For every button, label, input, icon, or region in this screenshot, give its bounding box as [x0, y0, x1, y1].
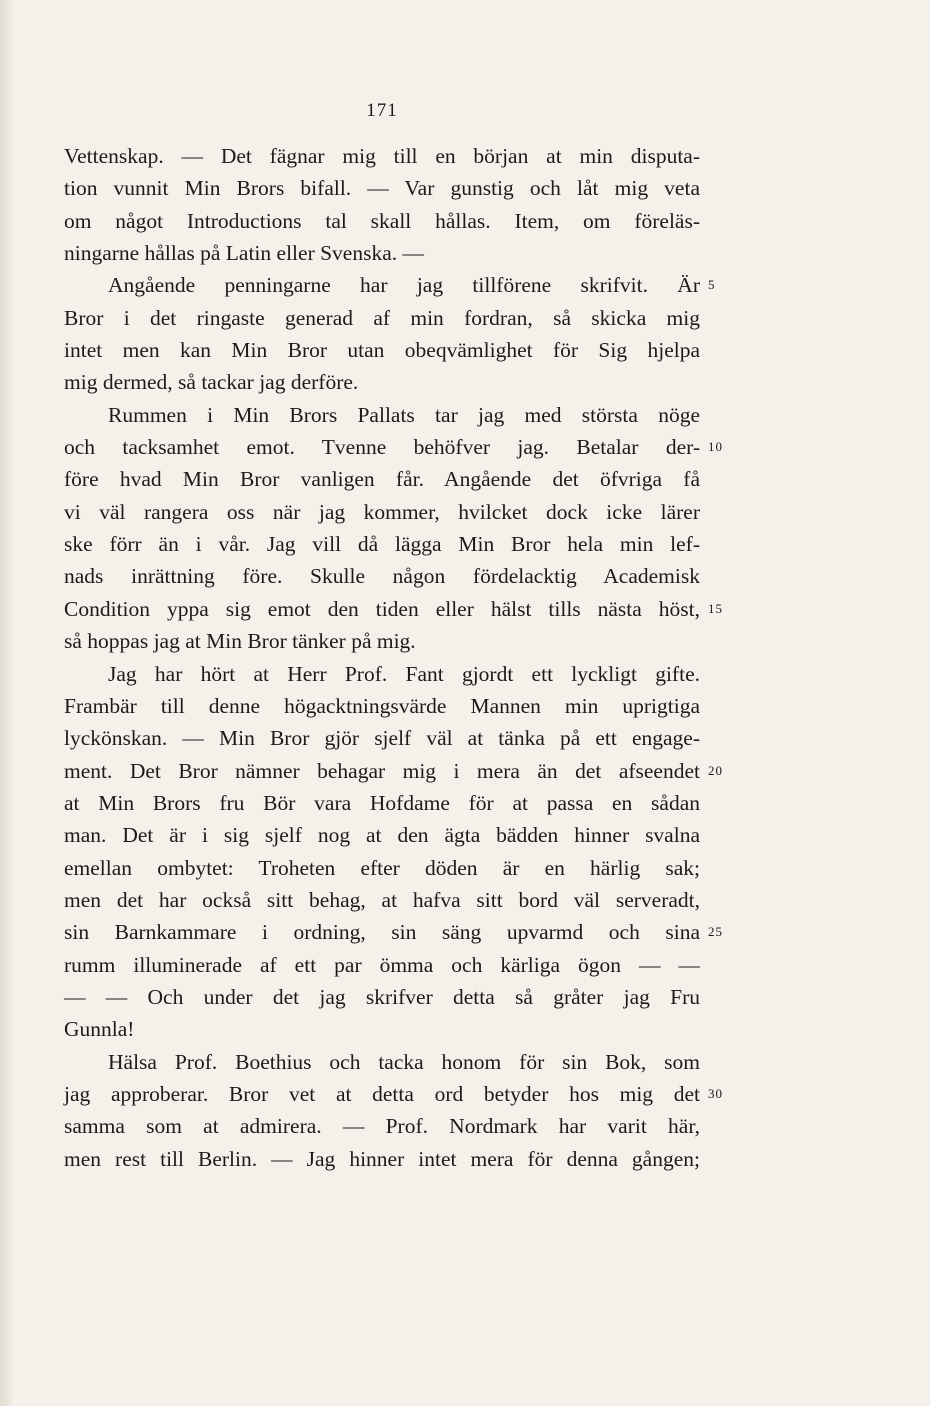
text-line-content: — — Och under det jag skrifver detta så gråter jag Fru — [64, 984, 700, 1009]
text-line — [64, 172, 700, 204]
text-line-content: sin Barnkammare i ordning, sin säng upvarmd och sina — [64, 920, 700, 945]
text-line — [64, 819, 700, 851]
text-line-content: men det har också sitt behag, at hafva sitt bord väl serveradt, — [64, 887, 700, 912]
text-line — [64, 496, 700, 528]
text-line — [64, 269, 716, 301]
text-line — [64, 755, 723, 787]
line-number: 25 — [708, 924, 723, 940]
page-number: 171 — [366, 100, 398, 121]
text-line — [64, 787, 700, 819]
text-line — [64, 690, 700, 722]
line-number: 10 — [708, 439, 723, 455]
text-line — [64, 1046, 700, 1078]
text-line-content: Gunnla! — [64, 1017, 135, 1042]
text-line-content: mig dermed, så tackar jag derföre. — [64, 370, 359, 395]
text-line-content: intet men kan Min Bror utan obeqvämlighet för Sig hjelpa — [64, 338, 700, 363]
text-line — [64, 463, 700, 495]
text-line-content: rumm illuminerade af ett par ömma och kärliga ögon — — — [64, 952, 700, 977]
text-line — [64, 852, 700, 884]
text-line-content: Rummen i Min Brors Pallats tar jag med största nöge — [108, 402, 700, 427]
text-line-content: men rest till Berlin. — Jag hinner intet mera för denna gången; — [64, 1146, 700, 1171]
text-line — [64, 140, 700, 172]
text-line — [64, 334, 700, 366]
text-line-content: Frambär till denne högacktningsvärde Mannen min uprigtiga — [64, 693, 700, 718]
text-line-content: man. Det är i sig sjelf nog at den ägta bädden hinner svalna — [64, 823, 700, 848]
text-line-content: Vettenskap. — Det fägnar mig till en början at min disputa- — [64, 144, 700, 168]
text-line-content: jag approberar. Bror vet at detta ord betyder hos mig det — [64, 1081, 700, 1106]
text-line-content: nads inrättning före. Skulle någon fördelacktig Academisk — [64, 564, 700, 589]
text-line — [64, 625, 700, 657]
text-line — [64, 1078, 723, 1110]
text-line — [64, 528, 700, 560]
line-number: 20 — [708, 762, 723, 778]
text-line — [64, 431, 723, 463]
text-line — [64, 1013, 700, 1045]
text-line-content: samma som at admirera. — Prof. Nordmark har varit här, — [64, 1114, 700, 1139]
text-line — [64, 884, 700, 916]
text-line-content: ske förr än i vår. Jag vill då lägga Min Bror hela min lef- — [64, 532, 700, 557]
text-line — [64, 366, 700, 398]
text-line — [64, 399, 700, 431]
text-line — [64, 1143, 700, 1175]
text-block — [64, 140, 723, 1175]
text-line-content: at Min Brors fru Bör vara Hofdame för at passa en sådan — [64, 790, 700, 815]
text-line — [64, 302, 700, 334]
text-line-content: ningarne hållas på Latin eller Svenska. — — [64, 241, 425, 266]
text-line — [64, 722, 700, 754]
text-line-content: ment. Det Bror nämner behagar mig i mera än det afseendet — [64, 758, 700, 783]
text-line-content: Jag har hört at Herr Prof. Fant gjordt ett lyckligt gifte. — [108, 661, 700, 686]
text-line-content: vi väl rangera oss när jag kommer, hvilcket dock icke lärer — [64, 499, 700, 524]
text-line — [64, 658, 700, 690]
text-line-content: Hälsa Prof. Boethius och tacka honom för sin Bok, som — [108, 1049, 700, 1074]
text-line-content: och tacksamhet emot. Tvenne behöfver jag. Betalar der- — [64, 435, 700, 460]
text-line-content: tion vunnit Min Brors bifall. — Var gunstig och låt mig veta — [64, 176, 700, 201]
text-line-content: lyckönskan. — Min Bror gjör sjelf väl at tänka på ett engage- — [64, 726, 700, 751]
text-line — [64, 981, 700, 1013]
text-line-content: så hoppas jag at Min Bror tänker på mig. — [64, 629, 416, 654]
text-line-content: Condition yppa sig emot den tiden eller hälst tills nästa höst, — [64, 596, 700, 621]
line-number: 30 — [708, 1085, 723, 1101]
text-line — [64, 237, 700, 269]
text-line — [64, 916, 723, 948]
text-line — [64, 1110, 700, 1142]
text-line — [64, 205, 700, 237]
text-line-content: emellan ombytet: Troheten efter döden är en härlig sak; — [64, 855, 700, 880]
text-line-content: om något Introductions tal skall hållas. Item, om föreläs- — [64, 208, 700, 233]
text-line — [64, 949, 700, 981]
text-line-content: före hvad Min Bror vanligen får. Angående det öfvriga få — [64, 467, 700, 492]
line-number: 5 — [708, 277, 716, 293]
page-edge — [0, 0, 14, 1406]
text-line — [64, 593, 723, 625]
text-line-content: Angående penningarne har jag tillförene skrifvit. Är — [108, 273, 700, 298]
text-line-content: Bror i det ringaste generad af min fordran, så skicka mig — [64, 305, 700, 330]
line-number: 15 — [708, 600, 723, 616]
text-line — [64, 560, 700, 592]
